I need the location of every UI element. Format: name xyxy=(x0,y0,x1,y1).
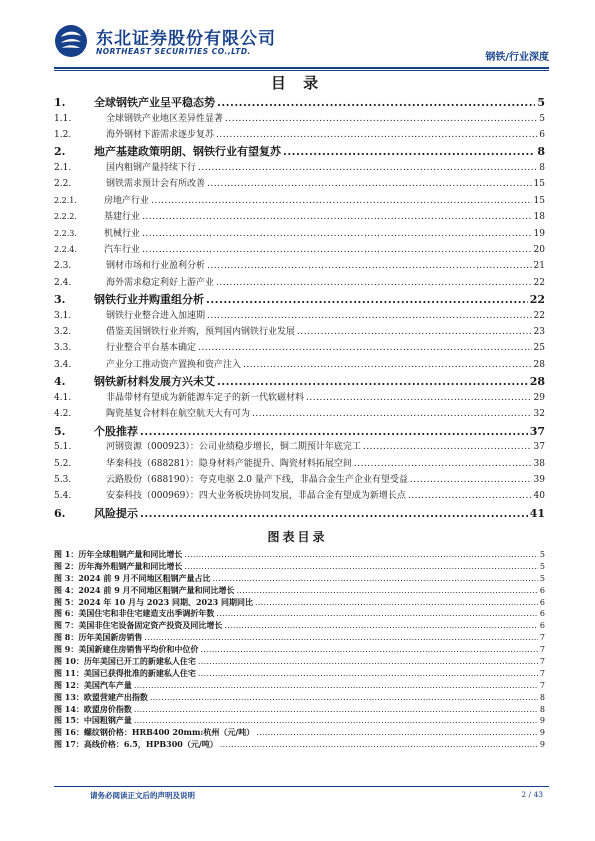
toc-entry-number: 5.1. xyxy=(54,442,72,453)
figure-leader-dots xyxy=(198,669,538,678)
figure-leader-dots xyxy=(220,740,538,749)
toc-leader-dots xyxy=(363,442,532,452)
figure-entry-title: 美国住宅和非住宅建造支出季调折年数 xyxy=(78,608,215,619)
toc-entry-page: 18 xyxy=(533,212,545,223)
toc-entry[interactable] xyxy=(54,324,545,340)
figure-leader-dots xyxy=(134,705,538,714)
toc-entry-page: 28 xyxy=(533,359,545,370)
toc-entry-page: 15 xyxy=(533,195,545,206)
figure-entry-title: 中国粗钢产量 xyxy=(83,715,132,726)
toc-entry-page: 21 xyxy=(533,261,545,272)
figure-leader-dots xyxy=(256,728,538,737)
toc-entry-title: 河钢资源（000923）：公司业绩稳步增长，铜二期预计年底完工 xyxy=(106,442,361,453)
toc-entry[interactable] xyxy=(54,275,545,291)
toc-entry-page: 40 xyxy=(533,491,545,502)
toc-entry-title: 汽车行业 xyxy=(104,244,141,255)
toc-leader-dots xyxy=(283,145,535,158)
toc-entry-title: 钢材市场和行业盈利分析 xyxy=(106,261,206,272)
toc-entry-number: 3.2. xyxy=(54,327,72,338)
figure-entry-page: 5 xyxy=(539,550,545,559)
figure-entry-page: 9 xyxy=(539,716,545,726)
toc-entry-number: 2. xyxy=(54,145,66,159)
figure-entry-page: 6 xyxy=(539,585,545,595)
toc-entry[interactable] xyxy=(54,143,545,160)
toc-entry-page: 39 xyxy=(533,475,545,485)
toc-leader-dots xyxy=(216,130,537,140)
toc-leader-dots xyxy=(140,507,528,520)
figure-leader-dots xyxy=(198,657,538,666)
figure-entry-number: 图 2： xyxy=(54,560,79,571)
toc-leader-dots xyxy=(207,261,532,271)
toc-entry-page: 38 xyxy=(533,458,545,469)
figure-leader-dots xyxy=(216,609,538,618)
toc-leader-dots xyxy=(217,375,528,388)
toc-entry-number: 1. xyxy=(54,96,66,109)
figure-entry-page: 6 xyxy=(539,597,545,607)
toc-entry-number: 3.3. xyxy=(54,343,72,354)
figure-entry-page: 8 xyxy=(539,692,545,702)
toc-entry-number: 4. xyxy=(54,375,66,389)
toc-entry[interactable] xyxy=(54,472,545,488)
header-divider-thin xyxy=(54,70,549,71)
toc-entry[interactable] xyxy=(54,423,545,440)
figure-entry-title: 欧盟营建产出指数 xyxy=(83,691,148,702)
toc-entry-title: 基建行业 xyxy=(104,212,141,223)
toc-leader-dots xyxy=(225,114,537,124)
toc-entry-number: 2.3. xyxy=(54,261,72,272)
company-logo-icon xyxy=(54,24,88,58)
toc-entry-page: 22 xyxy=(533,310,545,321)
toc-entry-page: 15 xyxy=(533,179,545,190)
toc-entry[interactable] xyxy=(54,226,545,242)
toc-leader-dots xyxy=(142,212,532,222)
toc-entry[interactable] xyxy=(54,373,545,390)
figure-entry[interactable] xyxy=(54,656,545,668)
toc-entry-title: 华秦科技（688281）：隐身材料产能提升、陶瓷材料拓展空间 xyxy=(106,458,352,469)
toc-leader-dots xyxy=(207,311,532,321)
toc-entry[interactable] xyxy=(54,456,545,472)
toc-leader-dots xyxy=(410,475,532,485)
toc-leader-dots xyxy=(142,245,532,255)
figure-entry-page: 5 xyxy=(539,561,545,571)
figure-entry-number: 图 13： xyxy=(54,691,84,702)
figure-entry-number: 图 7： xyxy=(54,620,79,631)
figure-leader-dots xyxy=(224,621,538,630)
toc-leader-dots xyxy=(354,459,532,469)
figure-entry-page: 7 xyxy=(539,657,545,667)
figure-entry[interactable] xyxy=(54,704,545,716)
toc-entry-title: 云路股份（688190）：夸克电驱 2.0 量产下线，非晶合金生产企业有望受益 xyxy=(106,475,408,485)
report-type-label: 钢铁/行业深度 xyxy=(485,52,549,63)
figure-entry[interactable] xyxy=(54,585,545,597)
toc-entry-page: 29 xyxy=(533,392,545,403)
toc-entry-number: 2.2.3. xyxy=(54,228,77,238)
toc-entry-page: 37 xyxy=(533,442,545,453)
figure-entry-number: 图 16： xyxy=(54,727,84,738)
table-of-contents xyxy=(54,94,545,521)
toc-entry-title: 钢铁需求预计会有所改善 xyxy=(106,179,206,190)
toc-entry-number: 2.1. xyxy=(54,162,72,173)
header-divider xyxy=(54,67,549,69)
toc-entry-page: 32 xyxy=(533,409,545,420)
toc-entry-title: 行业整合平台基本确定 xyxy=(106,343,197,354)
figure-entry[interactable] xyxy=(54,644,545,656)
toc-entry-title: 个股推荐 xyxy=(94,424,138,438)
figure-entry-title: 2024 前 9 月不同地区粗钢产量和同比增长 xyxy=(78,584,235,595)
toc-entry-number: 4.1. xyxy=(54,392,72,403)
figure-entry-number: 图 1： xyxy=(54,549,79,559)
toc-entry-page: 5 xyxy=(537,96,545,109)
toc-leader-dots xyxy=(306,393,532,403)
toc-entry[interactable] xyxy=(54,406,545,422)
figure-leader-dots xyxy=(184,562,538,571)
toc-entry-number: 1.2. xyxy=(54,129,72,140)
toc-entry-title: 陶瓷基复合材料在航空航天大有可为 xyxy=(106,409,251,420)
toc-entry[interactable] xyxy=(54,127,545,143)
figure-entry[interactable] xyxy=(54,573,545,585)
figure-entry-page: 6 xyxy=(539,609,545,619)
figure-leader-dots xyxy=(134,716,538,725)
toc-entry-page: 22 xyxy=(529,293,545,307)
toc-entry-title: 房地产行业 xyxy=(104,195,150,206)
toc-entry-number: 5.2. xyxy=(54,458,72,469)
figure-entry-title: 2024 前 9 月不同地区粗钢产量占比 xyxy=(78,572,211,583)
toc-entry-number: 2.2. xyxy=(54,179,72,190)
toc-leader-dots xyxy=(206,293,528,306)
toc-entry-number: 5.3. xyxy=(54,475,72,485)
company-name-cn: 东北证券股份有限公司 xyxy=(96,29,276,49)
figure-entry-title: 高线价格：6.5，HPB300（元/吨） xyxy=(83,739,218,750)
figure-entry[interactable] xyxy=(54,668,545,680)
figure-entry-number: 图 10： xyxy=(54,656,84,667)
toc-entry-title: 非晶带材有望成为新能源车定子的新一代软磁材料 xyxy=(106,392,305,403)
figure-entry-number: 图 3： xyxy=(54,572,79,583)
footer-disclaimer: 请务必阅读正文后的声明及说明 xyxy=(90,791,195,800)
toc-entry-title: 钢铁行业并购重组分析 xyxy=(94,293,204,307)
toc-leader-dots xyxy=(297,327,532,337)
figure-leader-dots xyxy=(144,633,538,642)
toc-leader-dots xyxy=(252,409,532,419)
toc-entry-page: 5 xyxy=(539,113,545,124)
toc-entry-page: 22 xyxy=(533,277,545,288)
toc-leader-dots xyxy=(198,163,537,173)
figure-entry[interactable] xyxy=(54,549,545,561)
figure-entry-title: 美国汽车产量 xyxy=(83,679,132,690)
figure-entry[interactable] xyxy=(54,727,545,739)
figure-entry-number: 图 17： xyxy=(54,739,84,750)
toc-entry-title: 国内粗钢产量持续下行 xyxy=(106,162,197,173)
footer-divider xyxy=(54,786,549,787)
figure-entry-number: 图 9： xyxy=(54,644,79,655)
toc-entry-title: 海外钢材下游需求逐步复苏 xyxy=(106,129,215,140)
toc-leader-dots xyxy=(151,196,532,206)
toc-entry-title: 钢铁新材料发展方兴未艾 xyxy=(94,375,215,389)
toc-entry-page: 6 xyxy=(539,129,545,140)
toc-entry[interactable] xyxy=(54,258,545,274)
figure-leader-dots xyxy=(237,586,538,595)
toc-leader-dots xyxy=(216,278,532,288)
figure-entry-page: 7 xyxy=(539,680,545,690)
toc-entry[interactable] xyxy=(54,357,545,373)
figure-entry-number: 图 8： xyxy=(54,632,79,643)
figure-leader-dots xyxy=(134,681,538,690)
toc-entry-page: 19 xyxy=(533,228,545,239)
toc-leader-dots xyxy=(408,491,532,501)
figure-entry[interactable] xyxy=(54,561,545,573)
toc-entry[interactable] xyxy=(54,193,545,209)
toc-entry[interactable] xyxy=(54,176,545,192)
toc-entry[interactable] xyxy=(54,242,545,258)
figure-entry[interactable] xyxy=(54,620,545,632)
figure-entry-number: 图 12： xyxy=(54,679,84,690)
toc-entry[interactable] xyxy=(54,390,545,406)
toc-entry[interactable] xyxy=(54,340,545,356)
toc-entry[interactable] xyxy=(54,488,545,504)
toc-entry[interactable] xyxy=(54,209,545,225)
figure-entry[interactable] xyxy=(54,632,545,644)
figure-entry-page: 9 xyxy=(539,728,545,738)
toc-entry-number: 5. xyxy=(54,424,66,438)
figure-entry-number: 图 11： xyxy=(54,667,84,678)
toc-leader-dots xyxy=(142,229,532,239)
figure-entry[interactable] xyxy=(54,608,545,620)
figure-leader-dots xyxy=(213,574,538,583)
toc-entry-title: 安泰科技（000969）：四大业务板块协同发展，非晶合金有望成为新增长点 xyxy=(106,491,406,502)
toc-entry-number: 4.2. xyxy=(54,409,72,420)
figure-entry-number: 图 15： xyxy=(54,715,84,726)
toc-entry-page: 8 xyxy=(537,145,545,159)
figure-entry-page: 7 xyxy=(539,633,545,643)
toc-leader-dots xyxy=(243,360,532,370)
figure-entry-title: 2024 年 10 月与 2023 同期、2023 同期同比 xyxy=(78,596,253,607)
figure-entry-page: 5 xyxy=(539,573,545,583)
figure-entry-page: 6 xyxy=(539,621,545,631)
toc-entry-title: 借鉴美国钢铁行业并购，预判国内钢铁行业发展 xyxy=(106,327,296,338)
figure-entry-title: 历年美国新房销售 xyxy=(78,632,143,643)
toc-entry-title: 全球钢铁产业地区差异性显著 xyxy=(106,113,224,124)
page-header xyxy=(54,22,549,66)
figure-entry-title: 历年全球粗钢产量和同比增长 xyxy=(78,549,183,559)
toc-leader-dots xyxy=(217,96,535,109)
figure-entry-number: 图 14： xyxy=(54,703,84,714)
toc-entry-number: 5.4. xyxy=(54,491,72,502)
figure-entry[interactable] xyxy=(54,680,545,692)
figure-leader-dots xyxy=(255,598,538,607)
figure-entry-page: 9 xyxy=(539,740,545,750)
toc-entry-title: 钢铁行业整合进入加速期 xyxy=(106,310,206,321)
toc-entry-title: 产业分工推动资产置换和资产注入 xyxy=(106,359,242,370)
figure-entry-title: 欧盟房价指数 xyxy=(83,703,132,714)
figure-entry-number: 图 5： xyxy=(54,596,79,607)
figure-entry[interactable] xyxy=(54,692,545,704)
page-number: 2 / 43 xyxy=(521,790,543,799)
figure-entry-title: 美国新建住房销售平均价和中位价 xyxy=(78,644,199,655)
figure-entry-title: 美国已获得批准的新建私人住宅 xyxy=(83,667,196,678)
toc-entry[interactable] xyxy=(54,111,545,127)
toc-entry[interactable] xyxy=(54,160,545,176)
toc-entry-title: 地产基建政策明朗、钢铁行业有望复苏 xyxy=(94,145,281,159)
toc-entry[interactable] xyxy=(54,505,545,522)
toc-entry-page: 23 xyxy=(533,327,545,338)
toc-entry[interactable] xyxy=(54,439,545,455)
figure-leader-dots xyxy=(200,645,538,654)
toc-entry-number: 2.2.2. xyxy=(54,212,77,222)
toc-leader-dots xyxy=(140,425,528,438)
figure-entry[interactable] xyxy=(54,739,545,751)
toc-entry-page: 37 xyxy=(529,424,545,438)
toc-entry-page: 20 xyxy=(533,244,545,255)
toc-entry-number: 2.4. xyxy=(54,277,72,288)
company-name-en: NORTHEAST SECURITIES CO.,LTD. xyxy=(96,47,251,56)
toc-entry-number: 3.4. xyxy=(54,359,72,370)
toc-entry-number: 1.1. xyxy=(54,113,72,124)
toc-entry-title: 海外需求稳定利好上游产业 xyxy=(106,277,215,288)
toc-entry[interactable] xyxy=(54,308,545,324)
figure-entry[interactable] xyxy=(54,715,545,727)
figure-entry-number: 图 4： xyxy=(54,584,79,595)
toc-entry-number: 2.2.4. xyxy=(54,244,77,254)
figure-entry-title: 螺纹钢价格：HRB400 20mm:杭州（元/吨） xyxy=(83,727,255,738)
toc-entry-title: 风险提示 xyxy=(94,506,138,520)
toc-entry-title: 全球钢铁产业呈平稳态势 xyxy=(94,96,215,109)
toc-entry-page: 8 xyxy=(539,162,545,173)
figure-entry-title: 历年美国已开工的新建私人住宅 xyxy=(83,656,196,667)
figure-entry-page: 7 xyxy=(539,645,545,655)
toc-title: 目 录 xyxy=(270,74,325,92)
toc-entry-number: 3. xyxy=(54,293,66,307)
figure-entry-page: 7 xyxy=(539,668,545,678)
figure-index-title: 图表目录 xyxy=(267,530,328,544)
toc-entry[interactable] xyxy=(54,94,545,111)
toc-entry-number: 6. xyxy=(54,506,66,520)
figure-entry-number: 图 6： xyxy=(54,608,79,619)
toc-entry-number: 3.1. xyxy=(54,310,72,321)
toc-entry-page: 25 xyxy=(533,343,545,354)
figure-entry[interactable] xyxy=(54,597,545,609)
toc-entry-page: 41 xyxy=(529,506,545,520)
figure-index xyxy=(54,549,545,751)
toc-leader-dots xyxy=(207,179,532,189)
toc-leader-dots xyxy=(198,343,532,353)
toc-entry-page: 28 xyxy=(529,375,545,389)
toc-entry-title: 机械行业 xyxy=(104,228,141,239)
toc-entry[interactable] xyxy=(54,291,545,308)
figure-entry-title: 历年海外粗钢产量和同比增长 xyxy=(78,560,183,571)
toc-entry-number: 2.2.1. xyxy=(54,195,77,205)
figure-entry-title: 美国非住宅设备固定资产投资及同比增长 xyxy=(78,620,223,631)
figure-leader-dots xyxy=(150,693,538,702)
figure-entry-page: 8 xyxy=(539,704,545,714)
figure-leader-dots xyxy=(184,550,538,559)
